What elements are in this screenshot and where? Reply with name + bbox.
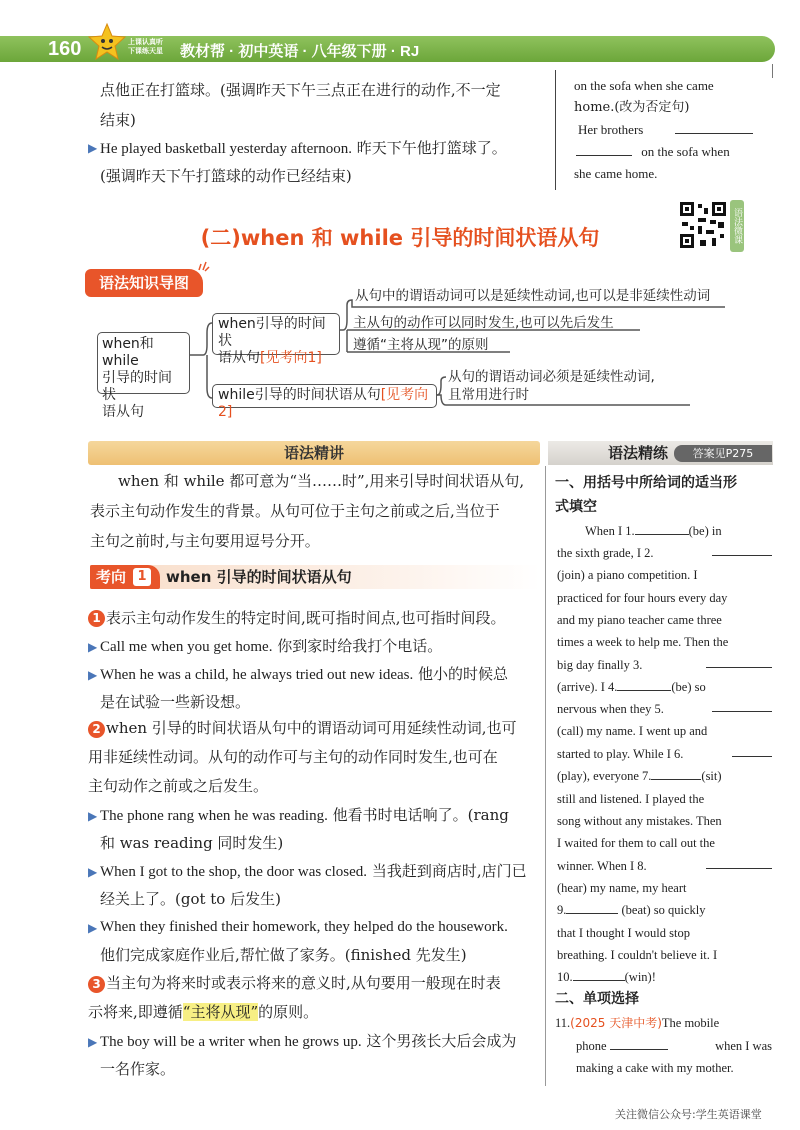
example-chinese: 他小的时候总 <box>418 665 509 683</box>
practice-line: (hear) my name, my heart <box>557 881 687 895</box>
answer-blank-11[interactable] <box>610 1036 668 1050</box>
practice-line <box>557 698 772 720</box>
bullet-icon: ▶ <box>88 1035 98 1049</box>
mind-map-leaf: 遵循“主将从现”的原则 <box>353 337 489 353</box>
point-text: 示将来,即遵循 <box>88 1003 183 1021</box>
footer-text: 关注微信公众号:学生英语课堂 <box>615 1108 762 1121</box>
answer-blank-7[interactable] <box>651 766 701 780</box>
answer-blank-10[interactable] <box>573 967 625 981</box>
highlighted-phrase: “主将从现” <box>182 1003 259 1021</box>
while-ref-link[interactable]: [见考向2] <box>218 387 429 420</box>
point-text: 主句动作之前或之后发生。 <box>88 777 269 795</box>
when-node-text: 语从句 <box>218 350 260 366</box>
column-divider <box>545 466 546 1086</box>
example-chinese: 当我赶到商店时,店门已 <box>371 862 527 880</box>
point-text <box>88 997 318 1027</box>
example-sentence <box>100 631 442 662</box>
answer-blank-9[interactable] <box>566 900 618 914</box>
answer-blank-3[interactable] <box>706 654 772 668</box>
practice-line <box>557 520 772 542</box>
qr-tag: 语法微课 <box>730 200 744 252</box>
practice-text: 9. <box>557 903 567 917</box>
mind-map-label: 语法知识导图 <box>85 269 203 297</box>
point-number: 2 <box>88 721 105 738</box>
example-sentence <box>100 800 509 831</box>
exercise-line: home.(改为否定句) <box>574 100 690 115</box>
example-sentence <box>100 1026 516 1057</box>
practice-line <box>557 855 772 877</box>
continued-text: 结束) <box>100 111 136 129</box>
practice-text: 10. <box>557 970 573 984</box>
example-sentence <box>100 659 508 690</box>
practice-line: practiced for four hours every day <box>557 591 728 605</box>
example-english: He played basketball yesterday afternoon. <box>100 141 352 157</box>
example-chinese: 昨天下午他打篮球了。 <box>356 139 507 157</box>
practice-text: (play), everyone 7. <box>557 769 652 783</box>
practice-line: breathing. I couldn't believe it. I <box>557 948 718 962</box>
root-text: when和while <box>102 336 154 369</box>
practice-line: times a week to help me. Then the <box>557 635 729 649</box>
example-note: 经关上了。(got to 后发生) <box>100 890 281 908</box>
example-note: (强调昨天下午打篮球的动作已经结束) <box>100 167 352 185</box>
root-text: 引导的时间状 <box>102 370 172 403</box>
continued-text: 点他正在打篮球。(强调昨天下午三点正在进行的动作,不一定 <box>100 81 501 99</box>
mind-map-leaf: 从句中的谓语动词可以是延续性动词,也可以是非延续性动词 <box>355 288 711 304</box>
practice-text: started to play. While I 6. <box>557 747 684 761</box>
point-text: 的原则。 <box>258 1003 319 1021</box>
practice-line <box>557 654 772 676</box>
point-text: 当主句为将来时或表示将来的意义时,从句要用一般现在时表 <box>106 974 501 992</box>
example-chinese: 他看书时电话响了。(rang <box>332 806 509 824</box>
practice-line: song without any mistakes. Then <box>557 814 722 828</box>
practice-line <box>557 743 772 765</box>
practice-line: still and listened. I played the <box>557 792 705 806</box>
practice-text: big day finally 3. <box>557 658 643 672</box>
while-node-text: while引导的时间状语从句 <box>218 387 381 403</box>
practice-part-title: 式填空 <box>555 499 597 515</box>
practice-text: (win)! <box>624 970 656 984</box>
practice-text: (be) so <box>671 680 706 694</box>
topic-title: when 引导的时间状语从句 <box>166 568 352 586</box>
answer-blank-1[interactable] <box>635 521 689 535</box>
practice-text: (be) in <box>688 524 722 538</box>
example-chinese: 是在试验一些新设想。 <box>100 693 251 711</box>
slogan-line: 下课练天星 <box>128 48 163 55</box>
answer-tag[interactable]: 答案见P275 <box>674 445 772 462</box>
exercise-line: she came home. <box>574 166 658 181</box>
practice-line: (call) my name. I went up and <box>557 724 708 738</box>
bullet-icon: ▶ <box>88 865 98 879</box>
example-chinese: 这个男孩长大后会成为 <box>366 1032 517 1050</box>
example-chinese: 他们完成家庭作业后,帮忙做了家务。(finished 先发生) <box>100 946 467 964</box>
answer-blank-6[interactable] <box>732 743 772 757</box>
example-chinese: 一名作家。 <box>100 1060 176 1078</box>
example-sentence <box>100 856 527 887</box>
when-node-text: when引导的时间状 <box>218 316 326 349</box>
exercise-text: on the sofa when <box>641 144 730 159</box>
question-line <box>555 1012 770 1034</box>
practice-line <box>557 899 772 921</box>
practice-text: When I 1. <box>585 524 635 538</box>
answer-blank-4[interactable] <box>617 677 671 691</box>
example-english: When I got to the shop, the door was closed. <box>100 864 368 880</box>
example-english: Call me when you get home. <box>100 639 273 655</box>
page-number: 160 <box>48 38 82 60</box>
question-source: (2025 天津中考) <box>570 1016 662 1030</box>
practice-line: and my piano teacher came three <box>557 613 722 627</box>
point-text: 表示主句动作发生的特定时间,既可指时间点,也可指时间段。 <box>106 609 506 627</box>
mind-map-leaf: 且常用进行时 <box>448 387 529 403</box>
grammar-explanation-bar: 语法精讲 <box>88 441 540 465</box>
header-title: 教材帮 · 初中英语 · 八年级下册 · RJ <box>180 43 420 60</box>
bullet-icon: ▶ <box>88 640 98 654</box>
topic-number: 1 <box>133 568 151 586</box>
practice-line: (join) a piano competition. I <box>557 568 698 582</box>
question-text: The mobile <box>661 1016 720 1030</box>
bullet-icon: ▶ <box>88 921 98 935</box>
example-note: 和 was reading 同时发生) <box>100 834 284 852</box>
mind-map-leaf: 主从句的动作可以同时发生,也可以先后发生 <box>353 315 614 331</box>
question-text: phone <box>576 1039 607 1053</box>
practice-line <box>557 966 772 988</box>
when-ref-link[interactable]: [见考向1] <box>260 350 322 366</box>
mind-map-leaf: 从句的谓语动词必须是延续性动词, <box>448 369 655 385</box>
practice-line <box>557 676 772 698</box>
example-english: The phone rang when he was reading. <box>100 808 328 824</box>
practice-line <box>557 765 772 787</box>
practice-line <box>557 542 772 564</box>
intro-line: when 和 while 都可意为“当……时”,用来引导时间状语从句, <box>118 472 525 490</box>
question-line: making a cake with my mother. <box>576 1061 734 1075</box>
practice-text: winner. When I 8. <box>557 859 647 873</box>
example-english: When they finished their homework, they helped do the housework. <box>100 919 508 935</box>
bullet-icon: ▶ <box>88 668 98 682</box>
question-line <box>576 1035 772 1057</box>
exercise-line: on the sofa when she came <box>574 78 714 93</box>
mind-map-when-node <box>212 313 340 366</box>
point-text: 用非延续性动词。从句的动作可与主句的动作同时发生,也可在 <box>88 748 498 766</box>
bullet-icon: ▶ <box>88 141 98 155</box>
answer-blank-8[interactable] <box>706 855 772 869</box>
root-text: 语从句 <box>102 404 144 420</box>
point-number: 3 <box>88 976 105 993</box>
practice-part-title: 一、用括号中所给词的适当形 <box>555 475 737 491</box>
practice-line: I waited for them to call out the <box>557 836 715 850</box>
point-text: when 引导的时间状语从句中的谓语动词可用延续性动词,也可 <box>106 719 517 737</box>
mind-map-root <box>97 332 190 420</box>
grammar-practice-bar: 语法精练 <box>548 441 773 465</box>
slogan-line: 上课认真听 <box>128 39 163 46</box>
practice-text: (sit) <box>701 769 722 783</box>
example-english: When he was a child, he always tried out new ideas. <box>100 667 414 683</box>
answer-blank-2[interactable] <box>712 542 772 556</box>
practice-text: the sixth grade, I 2. <box>557 546 654 560</box>
answer-blank-5[interactable] <box>712 698 772 712</box>
example-chinese: 你到家时给我打个电话。 <box>277 637 443 655</box>
intro-line: 主句之前时,与主句要用逗号分开。 <box>90 532 320 550</box>
topic-label: 考向 <box>90 565 160 589</box>
question-number: 11. <box>555 1016 571 1030</box>
practice-text: (beat) so quickly <box>621 903 706 917</box>
question-text: when I was <box>715 1039 772 1053</box>
example-english: The boy will be a writer when he grows up. <box>100 1034 362 1050</box>
section-title: (二)when 和 while 引导的时间状语从句 <box>200 226 600 250</box>
intro-line: 表示主句动作发生的背景。从句可位于主句之前或之后,当位于 <box>90 502 500 520</box>
practice-line: that I thought I would stop <box>557 926 690 940</box>
bullet-icon: ▶ <box>88 809 98 823</box>
point-number: 1 <box>88 610 105 627</box>
practice-text: (arrive). I 4. <box>557 680 618 694</box>
practice-text: nervous when they 5. <box>557 702 664 716</box>
practice-part-title: 二、单项选择 <box>555 991 639 1007</box>
exercise-text: Her brothers <box>578 122 644 137</box>
mind-map-while-node <box>212 384 437 420</box>
